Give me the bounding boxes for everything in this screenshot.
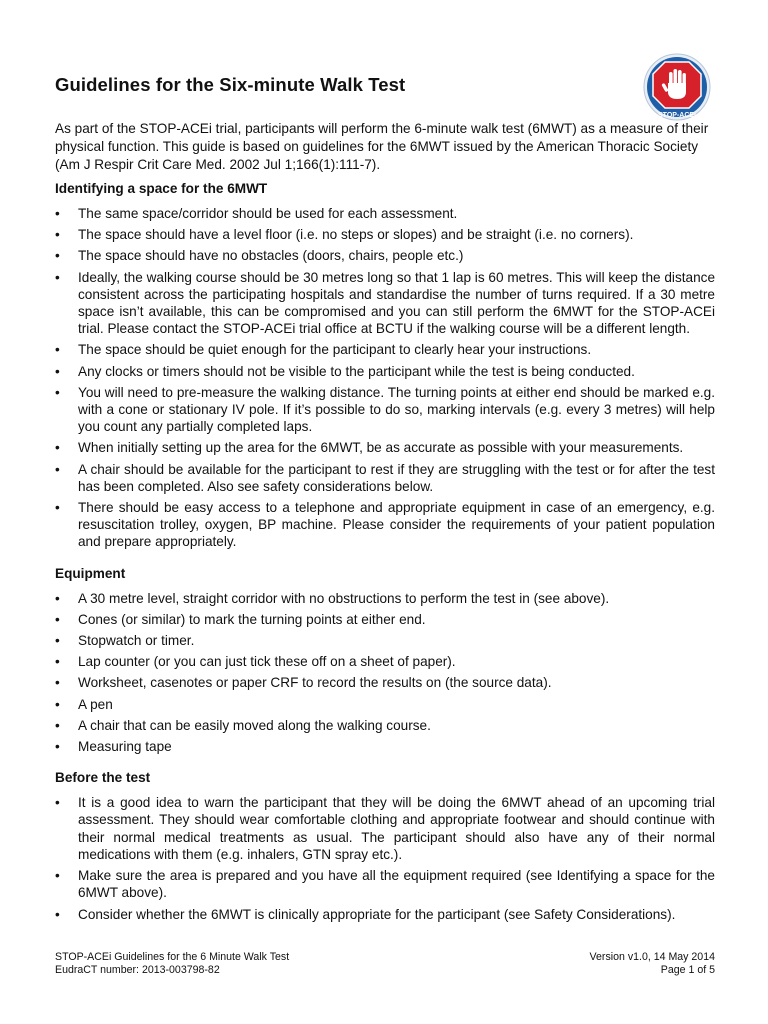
bullet-list-equipment xyxy=(55,590,715,756)
stop-acei-logo xyxy=(638,52,716,122)
section-heading-space: Identifying a space for the 6MWT xyxy=(55,181,268,196)
list-item: • The space should have a level floor (i.e. no steps or slopes) and be straight (i.e. no corners). xyxy=(55,226,715,243)
section-space xyxy=(55,180,715,551)
list-item: • A 30 metre level, straight corridor with no obstructions to perform the test in (see above). xyxy=(55,590,715,607)
list-item: • A chair should be available for the participant to rest if they are struggling with the test or for after the test has been completed. Also see safety considerations below. xyxy=(55,461,715,495)
list-item: • The space should have no obstacles (doors, chairs, people etc.) xyxy=(55,247,715,264)
list-item: • Any clocks or timers should not be visible to the participant while the test is being conducted. xyxy=(55,363,715,380)
list-item: • You will need to pre-measure the walking distance. The turning points at either end should be marked e.g. with a cone or stationary IV pole. If it’s possible to do so, marking intervals (e.g. every 3 metres) will help you count any partially completed laps. xyxy=(55,384,715,436)
list-item: • There should be easy access to a telephone and appropriate equipment in case of an emergency, e.g. resuscitation trolley, oxygen, BP machine. Please consider the requirements of your patient population and prepare appropriately. xyxy=(55,499,715,551)
list-item: • Measuring tape xyxy=(55,738,715,755)
footer-left xyxy=(55,951,289,976)
list-item: • Cones (or similar) to mark the turning points at either end. xyxy=(55,611,715,628)
list-item: • A chair that can be easily moved along the walking course. xyxy=(55,717,715,734)
section-before-test xyxy=(55,769,715,922)
section-heading-before-test: Before the test xyxy=(55,770,151,786)
footer-right xyxy=(590,951,715,976)
section-equipment xyxy=(55,565,715,756)
list-item: • Worksheet, casenotes or paper CRF to record the results on (the source data). xyxy=(55,674,715,691)
list-item: • Make sure the area is prepared and you have all the equipment required (see Identifying a space for the 6MWT above). xyxy=(55,867,715,901)
list-item: • Ideally, the walking course should be 30 metres long so that 1 lap is 60 metres. This will keep the distance consistent across the participating hospitals and standardise the number of turns required. If a 30 metre space isn’t available, this can be compromised and you can still perform the 6MWT for the STOP-ACEi trial. Please contact the STOP-ACEi trial office at BCTU if the walking course will be a different length. xyxy=(55,269,715,338)
page-title: Guidelines for the Six-minute Walk Test xyxy=(55,74,406,95)
intro-paragraph: As part of the STOP-ACEi trial, participants will perform the 6-minute walk test (6MWT) as a measure of their physical function. This guide is based on guidelines for the 6MWT issued by the American Thoracic Society (Am J Respir Crit Care Med. 2002 Jul 1;166(1):111-7). xyxy=(55,121,709,172)
logo-text: STOP-ACEi xyxy=(658,112,696,119)
list-item: • It is a good idea to warn the participant that they will be doing the 6MWT ahead of an upcoming trial assessment. They should wear comfortable clothing and appropriate footwear and should continue with their normal medical treatments as usual. The participant should also have any of their normal medications with them (e.g. inhalers, GTN spray etc.). xyxy=(55,794,715,863)
bullet-list-space xyxy=(55,205,715,551)
list-item: • Stopwatch or timer. xyxy=(55,632,715,649)
section-heading-equipment: Equipment xyxy=(55,565,126,581)
footer-page-number: Page 1 of 5 xyxy=(660,963,715,976)
list-item: • The space should be quiet enough for the participant to clearly hear your instructions. xyxy=(55,341,715,358)
list-item: • A pen xyxy=(55,696,715,713)
list-item: • Consider whether the 6MWT is clinically appropriate for the participant (see Safety Considerations). xyxy=(55,906,715,923)
sections-container xyxy=(55,180,715,931)
footer-doc-title: STOP-ACEi Guidelines for the 6 Minute Walk Test xyxy=(55,951,290,963)
list-item: • Lap counter (or you can just tick these off on a sheet of paper). xyxy=(55,653,715,670)
list-item: • When initially setting up the area for the 6MWT, be as accurate as possible with your measurements. xyxy=(55,439,715,456)
footer-version: Version v1.0, 14 May 2014 xyxy=(589,951,715,963)
bullet-list-before-test xyxy=(55,794,715,922)
list-item: • The same space/corridor should be used for each assessment. xyxy=(55,205,715,222)
footer-eudract: EudraCT number: 2013-003798-82 xyxy=(55,963,220,976)
